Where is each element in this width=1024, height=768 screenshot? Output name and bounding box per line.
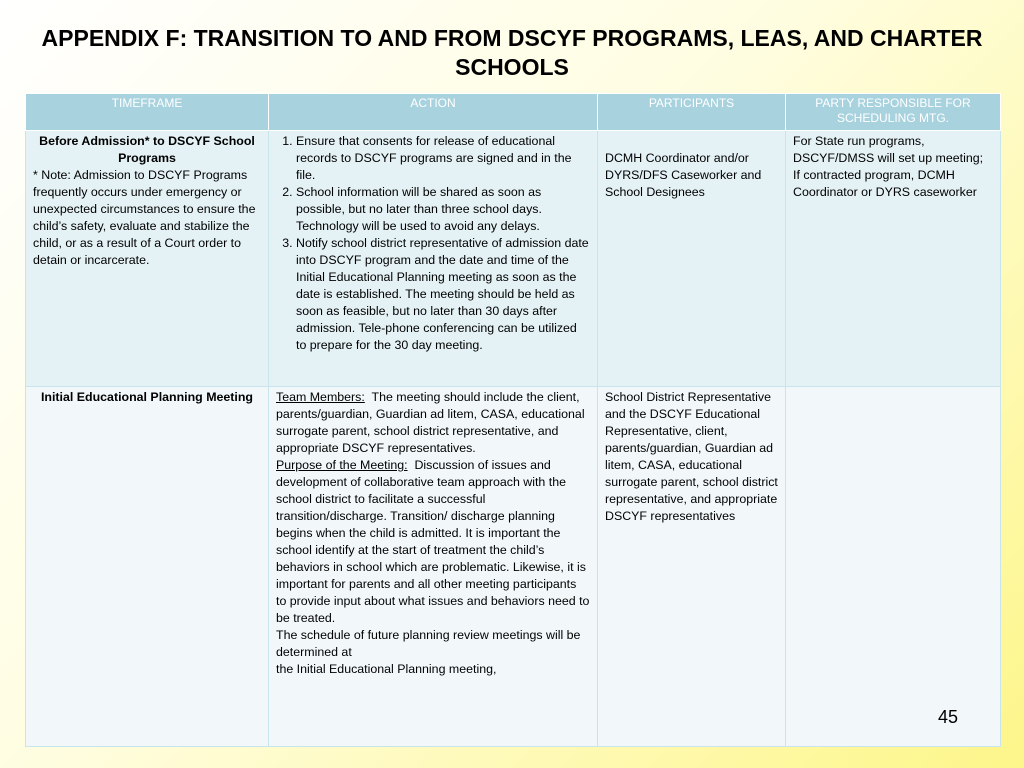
page-title: APPENDIX F: TRANSITION TO AND FROM DSCYF PROGRAMS, LEAS, AND CHARTER SCHOOLS bbox=[41, 25, 983, 80]
participants-cell: School District Representative and the DSCYF Educational Representative, client, parents/guardian, Guardian ad litem, CASA, educational surrogate parent, school district representative, and appropriate DSCYF representatives bbox=[598, 387, 786, 747]
table-row bbox=[26, 387, 1001, 747]
team-members-label: Team Members: bbox=[276, 390, 365, 404]
action-cell bbox=[269, 387, 598, 747]
list-item: 3. Notify school district representative of admission date into DSCYF program and the date and time of the Initial Educational Planning meeting as soon as the date is established. The meeting should be held as soon as feasible, but no later than 30 days after admission. Tele-phone conferencing can be utilized to prepare for the 30 day meeting. bbox=[296, 235, 590, 354]
timeframe-heading: Before Admission* to DSCYF School Programs bbox=[39, 134, 255, 165]
table-header-row bbox=[26, 94, 1001, 131]
page-number: 45 bbox=[938, 707, 959, 727]
purpose-label: Purpose of the Meeting: bbox=[276, 458, 408, 472]
transition-table bbox=[25, 93, 1001, 747]
responsible-cell: For State run programs, DSCYF/DMSS will set up meeting; If contracted program, DCMH Coordinator or DYRS caseworker bbox=[786, 131, 1001, 387]
responsible-cell bbox=[786, 387, 1001, 747]
list-item: 2. School information will be shared as soon as possible, but no later than three school days. Technology will be used to avoid any delays. bbox=[296, 184, 590, 235]
header-timeframe: TIMEFRAME bbox=[26, 94, 269, 131]
schedule-text: The schedule of future planning review meetings will be determined at bbox=[276, 628, 581, 659]
purpose-text: Discussion of issues and development of collaborative team approach with the school district to facilitate a successful transition/discharge. Transition/ discharge planning begins when the child is admitted. It is important the school identify at the start of treatment the child’s behaviors in school which are problematic. Likewise, it is important for parents and all other meeting participants to provide input about what issues and behaviors need to be treated. bbox=[276, 458, 590, 625]
list-item: 1. Ensure that consents for release of educational records to DSCYF programs are signed and in the file. bbox=[296, 133, 590, 184]
schedule-text-continued: the Initial Educational Planning meeting, bbox=[276, 662, 497, 676]
team-members-paragraph bbox=[276, 389, 590, 457]
participants-cell bbox=[598, 131, 786, 387]
action-cell bbox=[269, 131, 598, 387]
team-members-text: The meeting should include the client, parents/guardian, Guardian ad litem, CASA, educational surrogate parent, school district representative, and appropriate DSCYF representatives. bbox=[276, 390, 585, 455]
timeframe-cell bbox=[26, 131, 269, 387]
header-action: ACTION bbox=[269, 94, 598, 131]
participants-text: DCMH Coordinator and/or DYRS/DFS Caseworker and School Designees bbox=[605, 151, 762, 199]
timeframe-cell bbox=[26, 387, 269, 747]
timeframe-note: * Note: Admission to DSCYF Programs frequently occurs under emergency or unexpected circumstances to ensure the child’s safety, evaluate and stabilize the child, or as a result of a Court order to detain or incarcerate. bbox=[33, 168, 256, 267]
timeframe-heading: Initial Educational Planning Meeting bbox=[40, 390, 254, 404]
header-party-responsible: PARTY RESPONSIBLE FOR SCHEDULING MTG. bbox=[786, 94, 1001, 131]
purpose-paragraph bbox=[276, 457, 590, 627]
action-list bbox=[276, 133, 590, 354]
table-row bbox=[26, 131, 1001, 387]
header-participants: PARTICIPANTS bbox=[598, 94, 786, 131]
